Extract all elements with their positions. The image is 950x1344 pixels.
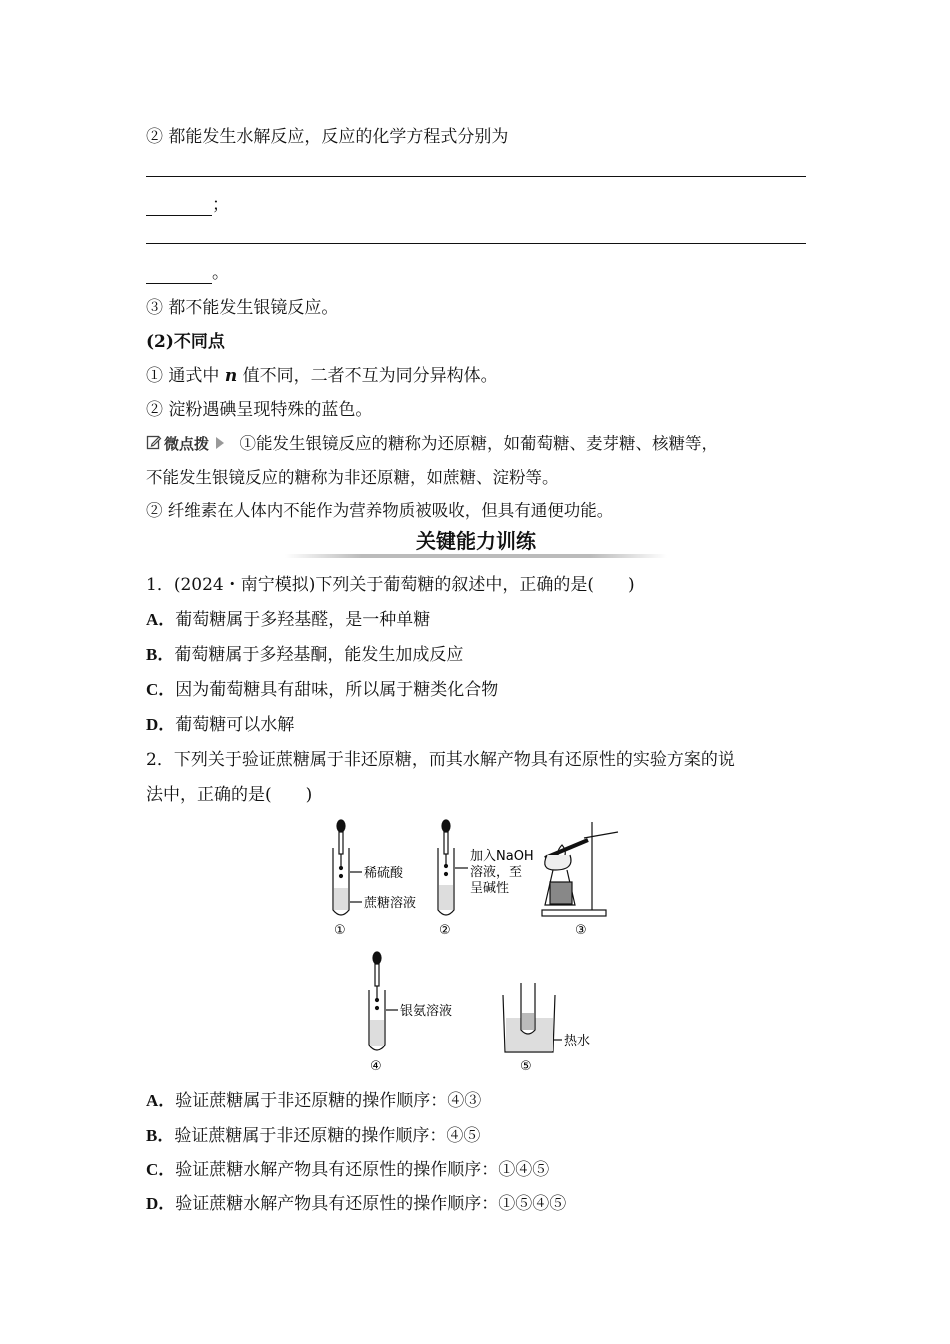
q2-option-c[interactable] — [146, 1159, 549, 1181]
option-label: C． — [146, 680, 176, 699]
label-dilute-sulfuric-acid: 稀硫酸 — [364, 866, 404, 881]
section-title: 关键能力训练 — [406, 529, 546, 553]
heating-apparatus — [542, 822, 618, 916]
option-text: 葡萄糖属于多羟基醛，是一种单糖 — [175, 610, 431, 630]
q2-option-a[interactable] — [146, 1090, 481, 1112]
option-label: D． — [146, 715, 176, 734]
dropper-1-icon — [337, 820, 345, 868]
figure-number-4: ④ — [370, 1059, 382, 1074]
option-text: 验证蔗糖水解产物具有还原性的操作顺序：①⑤④⑤ — [175, 1194, 567, 1214]
option-text: 验证蔗糖属于非还原糖的操作顺序：④⑤ — [174, 1126, 481, 1146]
option-label: C． — [146, 1160, 176, 1179]
diff-item-2: ② 淀粉遇碘呈现特殊的蓝色。 — [146, 400, 373, 420]
q2-option-d[interactable] — [146, 1193, 566, 1215]
option-label: D． — [146, 1194, 176, 1213]
item-2-text: ② 都能发生水解反应，反应的化学方程式分别为 — [146, 127, 509, 147]
q2-option-b[interactable] — [146, 1125, 480, 1147]
label-solution-until: 溶液，至 — [470, 865, 523, 880]
separator-semicolon: ； — [212, 195, 229, 215]
separator-period: 。 — [212, 263, 229, 283]
note-line-2: 不能发生银镜反应的糖称为非还原糖，如蔗糖、淀粉等。 — [146, 468, 559, 487]
dropper-2-icon — [442, 820, 450, 868]
label-silver-ammonia: 银氨溶液 — [400, 1004, 453, 1019]
note-line-3: ② 纤维素在人体内不能作为营养物质被吸收，但具有通便功能。 — [146, 501, 614, 520]
option-text: 验证蔗糖属于非还原糖的操作顺序：④③ — [175, 1091, 482, 1111]
figure-number-1: ① — [334, 923, 346, 938]
option-text: 因为葡萄糖具有甜味，所以属于糖类化合物 — [175, 680, 499, 700]
label-add-naoh: 加入NaOH — [470, 849, 534, 864]
note-label: 微点拨 — [164, 436, 210, 453]
option-label: B． — [146, 1126, 175, 1145]
q2-stem-line-1: 2．下列关于验证蔗糖属于非还原糖，而其水解产物具有还原性的实验方案的说 — [146, 750, 735, 770]
label-sucrose-solution: 蔗糖溶液 — [364, 896, 417, 911]
option-label: A． — [146, 610, 176, 629]
dropper-4-icon — [373, 952, 381, 1000]
option-text: 验证蔗糖水解产物具有还原性的操作顺序：①④⑤ — [175, 1160, 550, 1180]
diff-item-1-post: 值不同，二者不互为同分异构体。 — [237, 366, 498, 386]
item-3-text: ③ 都不能发生银镜反应。 — [146, 298, 339, 318]
diff-item-1-pre: ① 通式中 — [146, 366, 225, 386]
option-text: 葡萄糖可以水解 — [175, 715, 295, 735]
variable-n: n — [224, 366, 238, 386]
label-alkaline: 呈碱性 — [470, 881, 510, 896]
figure-number-5: ⑤ — [520, 1059, 532, 1074]
q1-stem: 1．(2024・南宁模拟)下列关于葡萄糖的叙述中，正确的是( ) — [146, 575, 635, 595]
q2-stem-line-2: 法中，正确的是( ) — [146, 785, 313, 805]
figure-number-2: ② — [439, 923, 451, 938]
label-hot-water: 热水 — [564, 1034, 591, 1049]
option-label: B． — [146, 645, 175, 664]
option-label: A． — [146, 1091, 176, 1110]
beaker-hot-water — [503, 983, 562, 1052]
figure-number-3: ③ — [575, 923, 587, 938]
diff-heading: (2)不同点 — [146, 332, 225, 352]
option-text: 葡萄糖属于多羟基酮，能发生加成反应 — [174, 645, 464, 665]
note-line-1-text: ①能发生银镜反应的糖称为还原糖，如葡萄糖、麦芽糖、核糖等， — [239, 434, 719, 453]
